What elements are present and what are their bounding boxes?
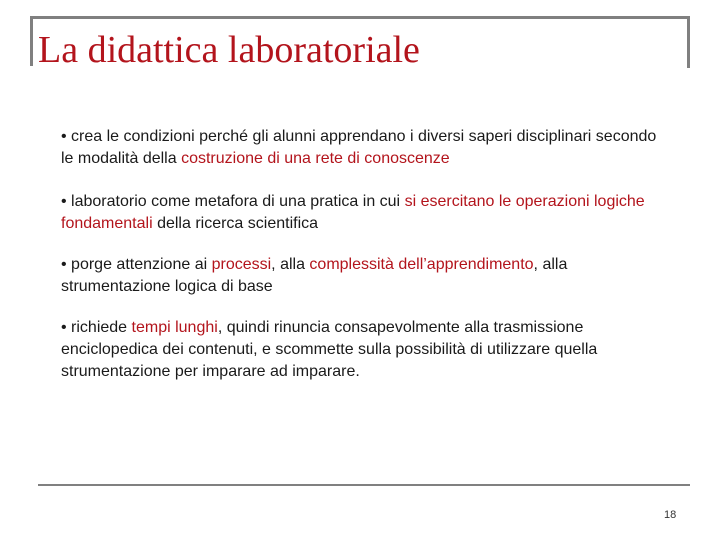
highlighted-text: tempi lunghi <box>131 319 218 336</box>
highlighted-text: si esercitano le operazioni logiche fondamentali <box>61 193 645 232</box>
text-segment: della ricerca scientifica <box>152 215 319 232</box>
bullet-paragraph <box>61 126 661 170</box>
slide-title: La didattica laboratoriale <box>38 29 420 71</box>
bullet-paragraph <box>61 191 661 235</box>
bullet-list <box>61 126 661 399</box>
bullet-paragraph <box>61 317 661 383</box>
frame-top-line <box>30 16 690 19</box>
footer-rule <box>38 484 690 486</box>
highlighted-text: processi <box>211 256 272 273</box>
text-segment: • richiede <box>61 319 132 336</box>
frame-right-line <box>687 16 690 68</box>
text-segment: , alla <box>271 256 310 273</box>
text-segment: , quindi rinuncia consapevolmente alla trasmissione enciclopedica dei contenuti, e scommette sulla possibilità di utilizzare quella strumentazione per imparare ad imparare. <box>61 319 598 380</box>
bullet-paragraph <box>61 254 661 298</box>
text-segment: • laboratorio come metafora di una pratica in cui <box>61 193 405 210</box>
frame-left-line <box>30 16 33 66</box>
text-segment: • crea le condizioni perché gli alunni apprendano i diversi saperi disciplinari secondo le modalità della <box>61 128 657 167</box>
highlighted-text: costruzione di una rete di conoscenze <box>181 150 450 167</box>
text-segment: • porge attenzione ai <box>61 256 212 273</box>
page-number: 18 <box>664 509 677 521</box>
text-segment: , alla strumentazione logica di base <box>61 256 568 295</box>
highlighted-text: complessità dell’apprendimento <box>309 256 534 273</box>
